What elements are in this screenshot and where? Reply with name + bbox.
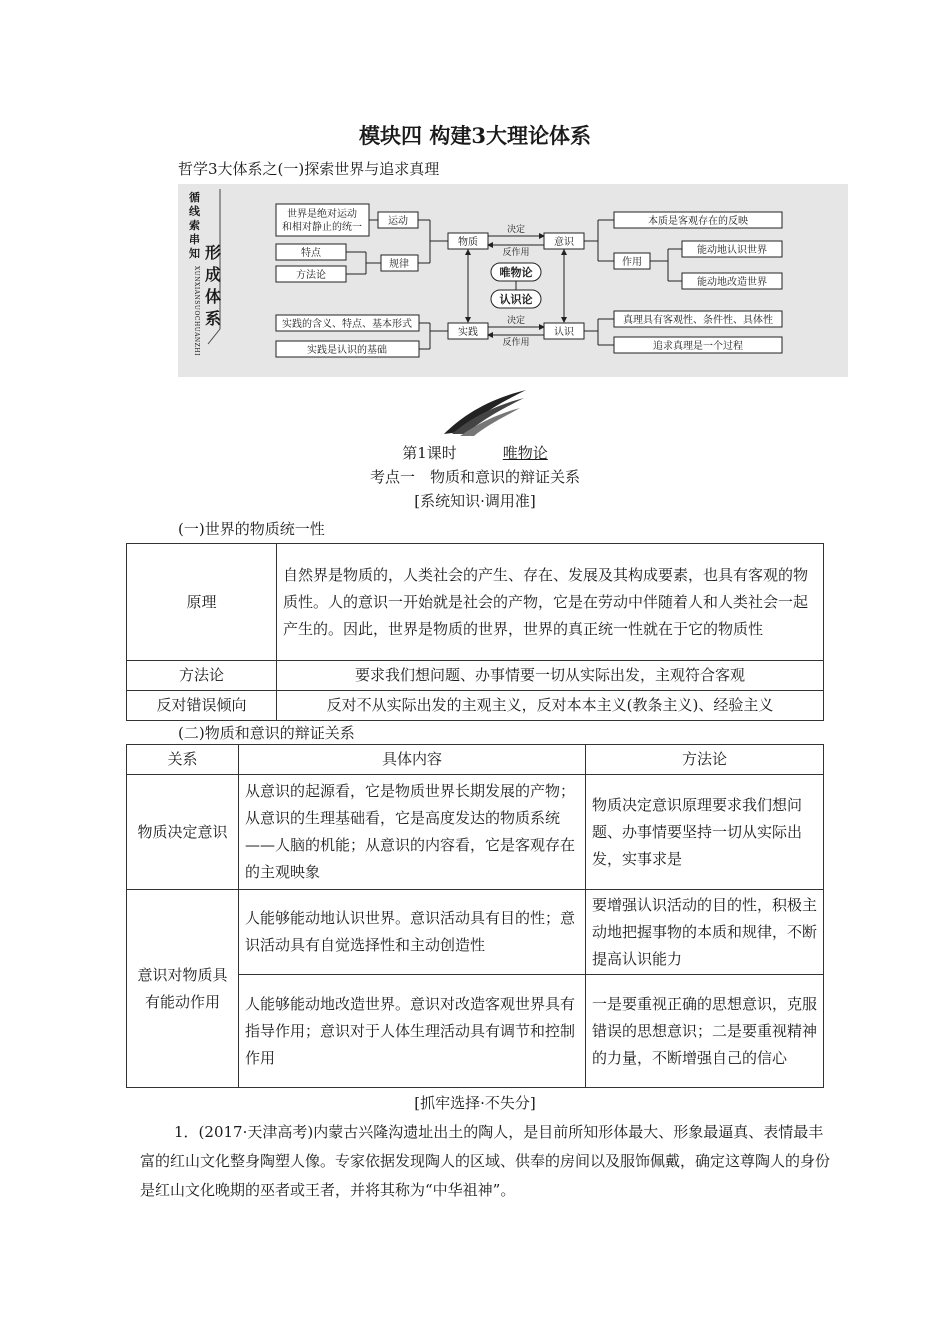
side-char-suo: 索 xyxy=(189,219,200,232)
table-material-unity xyxy=(126,543,824,721)
cell-content-wuzhi-jueding: 从意识的起源看，它是物质世界长期发展的产物；从意识的生理基础看，它是高度发达的物质系统——人脑的机能；从意识的内容看，它是客观存在的主观映象 xyxy=(239,775,586,890)
box-zhuiqiu: 追求真理是一个过程 xyxy=(653,341,743,352)
table-row xyxy=(127,661,824,691)
box-world-motion: 世界是绝对运动 xyxy=(287,209,357,220)
box-guilv: 规律 xyxy=(389,259,409,270)
box-tedian: 特点 xyxy=(301,248,321,259)
lesson-header xyxy=(0,442,950,463)
side-big-xing: 形 xyxy=(205,243,222,262)
concept-diagram xyxy=(178,184,848,377)
cell-content-renshi: 人能够能动地认识世界。意识活动具有目的性；意识活动具有自觉选择性和主动创造性 xyxy=(239,890,586,975)
question-1 xyxy=(140,1118,830,1205)
table-row xyxy=(127,544,824,661)
box-zhenli: 真理具有客观性、条件性、具体性 xyxy=(623,315,773,326)
header-neirong: 具体内容 xyxy=(239,745,586,775)
side-big-ti: 体 xyxy=(205,287,222,306)
box-yishi: 意识 xyxy=(554,237,574,248)
side-char-xun: 循 xyxy=(189,191,200,204)
arrow-label-jueding: 决定 xyxy=(506,225,526,235)
arrow-label-fanzuoyong: 反作用 xyxy=(502,248,530,258)
box-zuoyong: 作用 xyxy=(622,257,642,268)
table-row xyxy=(127,691,824,721)
side-big-cheng: 成 xyxy=(205,265,222,284)
table-header-row xyxy=(127,745,824,775)
table-row xyxy=(127,890,824,975)
box-nengdong-gaizao: 能动地改造世界 xyxy=(697,277,767,288)
box-world-motion-2: 和相对静止的统一 xyxy=(282,222,362,233)
side-char-zhi: 知 xyxy=(189,247,200,260)
box-renshi: 认识 xyxy=(554,327,574,338)
section-heading-1: (一)世界的物质统一性 xyxy=(178,520,325,538)
cell-label-fandui: 反对错误倾向 xyxy=(127,691,277,721)
cell-label-nengdong: 意识对物质具有能动作用 xyxy=(127,890,239,1088)
page-title: 模块四 构建3大理论体系 xyxy=(359,123,591,148)
question-1-text: 1．(2017·天津高考)内蒙古兴隆沟遗址出土的陶人，是目前所知形体最大、形象最逼真、表情最丰富的红山文化整身陶塑人像。专家依据发现陶人的区域、供奉的房间以及服饰佩戴，确定这尊陶人的身份是红山文化晚期的巫者或王者，并将其称为“中华祖神”。 xyxy=(140,1123,831,1199)
side-label xyxy=(189,190,222,356)
page-subtitle: 哲学3大体系之(一)探索世界与追求真理 xyxy=(178,160,440,178)
section-tag-knowledge: [系统知识·调用准] xyxy=(414,492,536,510)
box-benzhi: 本质是客观存在的反映 xyxy=(648,216,748,227)
header-fangfalun: 方法论 xyxy=(586,745,824,775)
cell-content-yuanli: 自然界是物质的，人类社会的产生、存在、发展及其构成要素，也具有客观的物质性。人的意识一开始就是社会的产物，它是在劳动中伴随着人和人类社会一起产生的。因此，世界是物质的世界，世界的真正统一性就在于它的物质性 xyxy=(277,544,824,661)
table-row xyxy=(127,775,824,890)
oval-weiwulun: 唯物论 xyxy=(499,266,533,279)
box-nengdong-renshi: 能动地认识世界 xyxy=(697,245,767,256)
cell-label-fangfalun: 方法论 xyxy=(127,661,277,691)
side-char-xian: 线 xyxy=(189,205,200,218)
box-shijian: 实践 xyxy=(458,327,478,338)
oval-renshilun: 认识论 xyxy=(499,293,533,306)
cell-label-wuzhi-jueding: 物质决定意识 xyxy=(127,775,239,890)
cell-content-fangfalun: 要求我们想问题、办事情要一切从实际出发，主观符合客观 xyxy=(277,661,824,691)
table-matter-consciousness xyxy=(126,744,824,1088)
side-big-xi: 系 xyxy=(205,309,222,328)
box-yundong: 运动 xyxy=(388,216,408,227)
arrow-label-jueding-2: 决定 xyxy=(506,316,526,326)
cell-method-gaizao: 一是要重视正确的思想意识，克服错误的思想意识；二是要重视精神的力量，不断增强自己的信心 xyxy=(586,975,824,1088)
cell-label-yuanli: 原理 xyxy=(127,544,277,661)
lesson-label: 第1课时 xyxy=(402,444,457,462)
side-pinyin: XUNXIANSUOCHUANZHI xyxy=(193,266,200,356)
section-tag-practice: [抓牢选择·不失分] xyxy=(414,1094,536,1112)
box-shijian-hanyi: 实践的含义、特点、基本形式 xyxy=(282,319,412,330)
lesson-topic: 唯物论 xyxy=(502,444,548,462)
header-guanxi: 关系 xyxy=(127,745,239,775)
box-fangfalun: 方法论 xyxy=(296,270,326,281)
brush-logo-icon xyxy=(440,388,530,438)
cell-content-gaizao: 人能够能动地改造世界。意识对改造客观世界具有指导作用；意识对于人体生理活动具有调节和控制作用 xyxy=(239,975,586,1088)
section-heading-2: (二)物质和意识的辩证关系 xyxy=(178,724,355,742)
box-wuzhi: 物质 xyxy=(458,237,478,248)
cell-method-wuzhi-jueding: 物质决定意识原理要求我们想问题、办事情要坚持一切从实际出发，实事求是 xyxy=(586,775,824,890)
cell-content-fandui: 反对不从实际出发的主观主义，反对本本主义(教条主义)、经验主义 xyxy=(277,691,824,721)
arrow-label-fanzuoyong-2: 反作用 xyxy=(502,338,530,348)
kaodian-title: 考点一 物质和意识的辩证关系 xyxy=(369,468,580,486)
side-char-chuan: 串 xyxy=(189,233,200,246)
cell-method-renshi: 要增强认识活动的目的性，积极主动地把握事物的本质和规律，不断提高认识能力 xyxy=(586,890,824,975)
box-shijian-jichu: 实践是认识的基础 xyxy=(307,345,387,356)
